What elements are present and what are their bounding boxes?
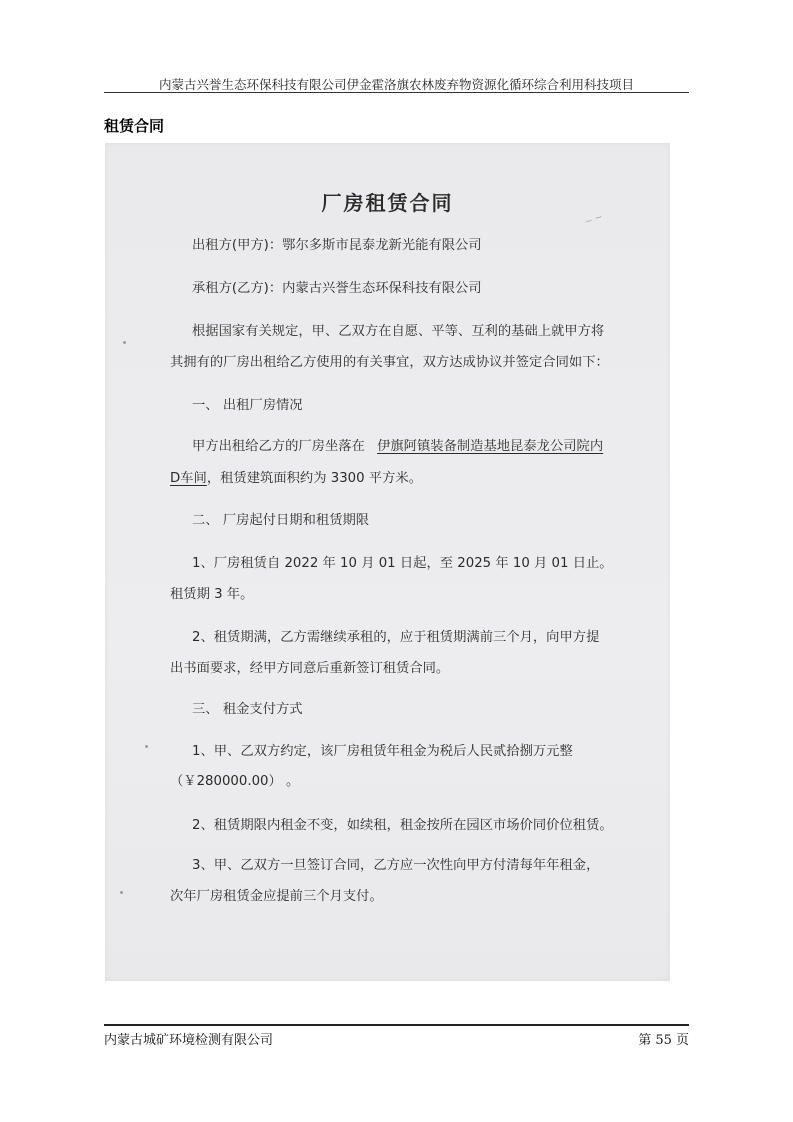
rent-fixed-line: 2、租赁期限内租金不变，如续租，租金按所在园区市场价同价位租赁。 <box>192 818 613 833</box>
renewal-line-1: 2、租赁期满，乙方需继续承租的，应于租赁期满前三个月，向甲方提 <box>192 630 600 645</box>
payment-line-2: 次年厂房租赁金应提前三个月支付。 <box>170 889 383 904</box>
scan-speck <box>123 341 126 344</box>
renewal-line-2: 出书面要求，经甲方同意后重新签订租赁合同。 <box>170 661 450 676</box>
footer-page-number: 第 55 页 <box>638 1033 689 1048</box>
footer-company: 内蒙古城矿环境检测有限公司 <box>104 1033 274 1048</box>
scan-speck <box>120 891 123 894</box>
area-text: ，租赁建筑面积约为 3300 平方米。 <box>206 471 422 486</box>
preamble-line-1: 根据国家有关规定，甲、乙双方在自愿、平等、互利的基础上就甲方将 <box>192 324 605 339</box>
lessee-line: 承租方(乙方)：内蒙古兴誉生态环保科技有限公司 <box>192 281 482 296</box>
document-header: 内蒙古兴誉生态环保科技有限公司伊金霍洛旗农林废弃物资源化循环综合利用科技项目 <box>158 77 634 92</box>
faint-handwriting-mark: ~ ~ <box>583 212 605 228</box>
scan-speck <box>145 745 148 748</box>
header-divider <box>104 92 689 93</box>
rent-line-1: 1、甲、乙双方约定，该厂房租赁年租金为税后人民贰拾捌万元整 <box>192 744 573 759</box>
workshop-filled: D车间 <box>170 471 207 486</box>
location-filled: 伊旗阿镇装备制造基地昆泰龙公司院内 <box>377 439 604 454</box>
section-1-paragraph-line-1 <box>192 435 603 454</box>
lessor-line: 出租方(甲方)：鄂尔多斯市昆泰龙新光能有限公司 <box>192 238 482 253</box>
section-heading: 租赁合同 <box>104 117 165 135</box>
section-1-paragraph-line-2 <box>170 467 422 486</box>
section-1-heading: 一、 出租厂房情况 <box>192 398 303 413</box>
payment-line-1: 3、甲、乙双方一旦签订合同，乙方应一次性向甲方付清每年年租金， <box>192 858 600 873</box>
lease-term-line: 1、厂房租赁自 2022 年 10 月 01 日起，至 2025 年 10 月 01 日止。 <box>192 556 613 571</box>
location-intro: 甲方出租给乙方的厂房坐落在 <box>192 439 365 454</box>
lease-years-line: 租赁期 3 年。 <box>170 587 254 602</box>
rent-line-2: （￥280000.00） 。 <box>170 774 300 789</box>
section-2-heading: 二、 厂房起付日期和租赁期限 <box>192 513 370 528</box>
preamble-line-2: 其拥有的厂房出租给乙方使用的有关事宜，双方达成协议并签定合同如下： <box>170 355 609 370</box>
scanned-contract-page <box>105 143 670 981</box>
footer-divider <box>104 1024 689 1026</box>
section-3-heading: 三、 租金支付方式 <box>192 702 303 717</box>
contract-title: 厂房租赁合同 <box>321 191 454 215</box>
